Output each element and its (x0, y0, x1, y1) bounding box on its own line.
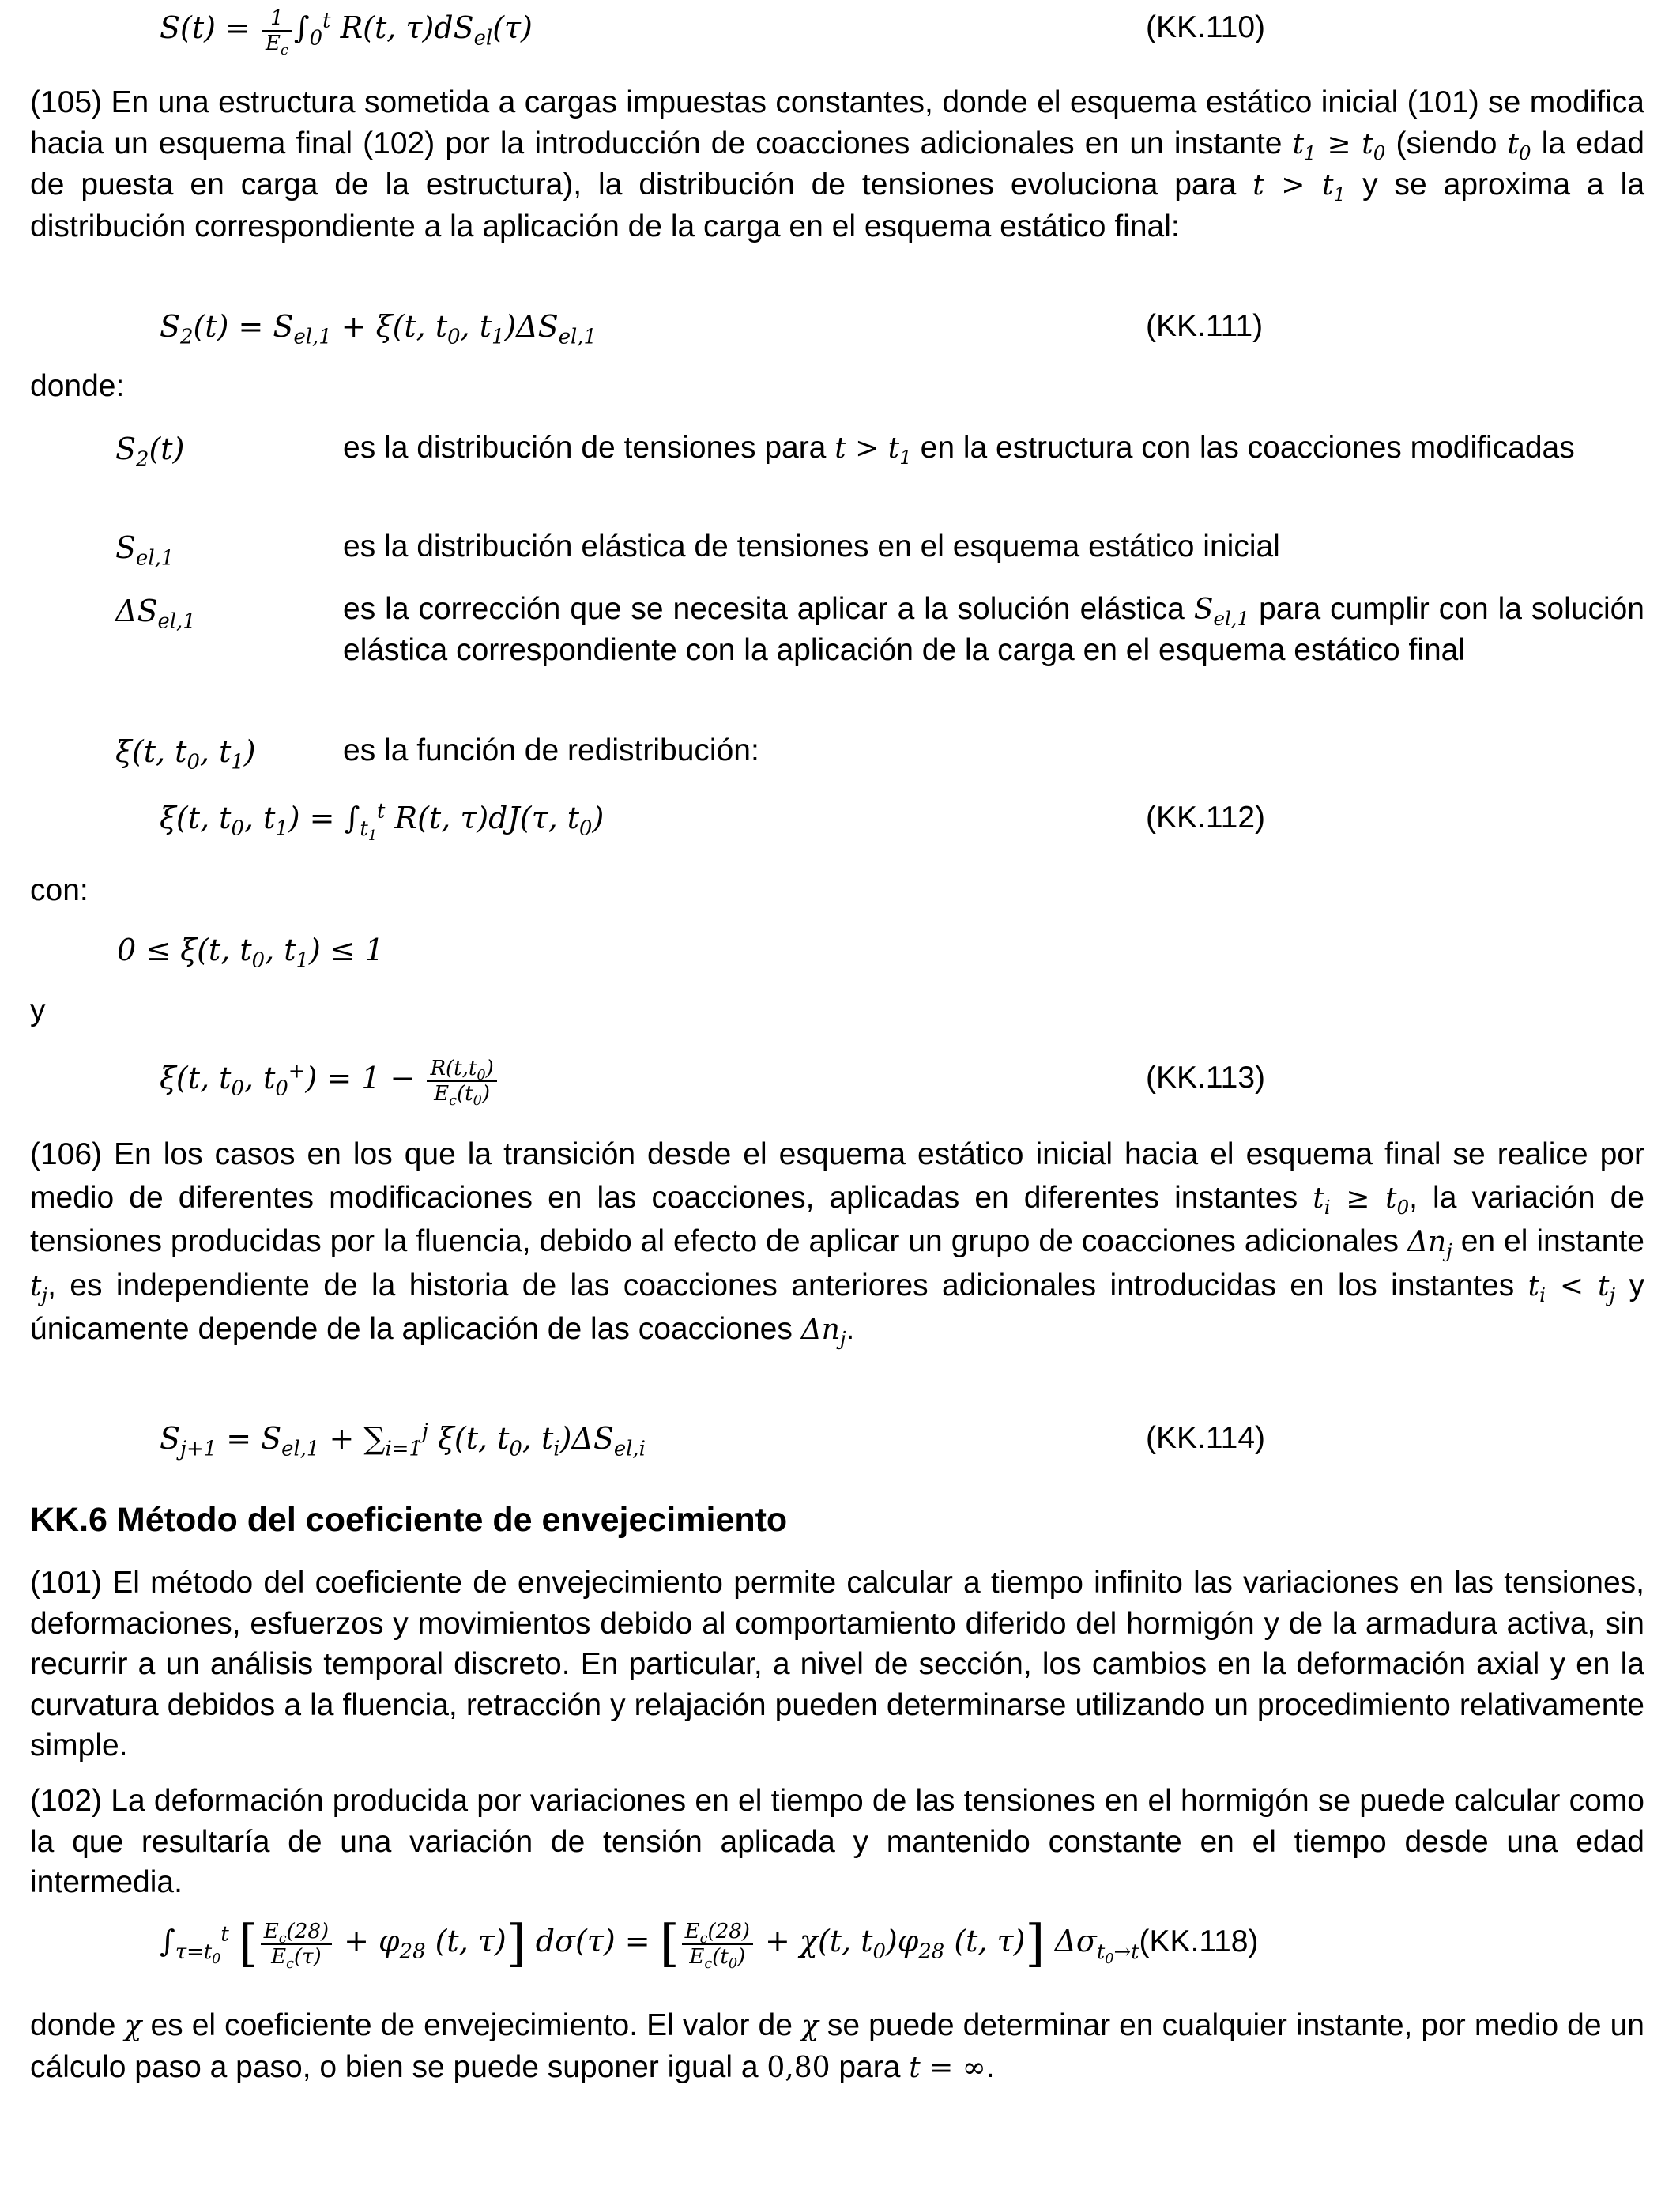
symbol-delta-sel1: $\Delta S_{el,1}$ (115, 594, 196, 634)
equation-kk112: ξ(t, $t_0$, $t_1) = \int_{t_1}^t$ R(t, τ)dJ(τ, $t_0$) (160, 799, 605, 844)
y-label: y (30, 993, 46, 1027)
paragraph-final: donde χ es el coeficiente de envejecimiento. El valor de χ se puede determinar en cualquier instante, por medio de un cálculo paso a paso, o bien se puede suponer igual a 0,80 para t = ∞. (30, 2008, 1644, 2084)
con-label: con: (30, 873, 89, 907)
symbol-xi: ξ(t, $t_0$, $t_1$) (115, 734, 256, 775)
section-heading: KK.6 Método del coeficiente de envejecimiento (30, 1501, 788, 1539)
symbol-s2: $S_2(t)$ (115, 432, 185, 472)
equation-kk114: $S_{j+1} = S_{el,1} + \sum_{i=1}^j$ ξ(t, $t_0$, $t_i)\Delta S_{el,i}$ (160, 1419, 646, 1461)
definition-sel1: es la distribución elástica de tensiones en el esquema estático inicial (343, 530, 1280, 564)
paragraph-102: (102) La deformación producida por variaciones en el tiempo de las tensiones en el hormigón se puede calcular como la que resultaría de una variación de tensión aplicada y mantenido constante en el tiempo desde una edad intermedia. (30, 1784, 1644, 1899)
equation-kk111: $S_2(t) = S_{el,1} + \xi(t$, $t_0$, $t_1)\Delta S_{el,1}$ (160, 309, 597, 349)
equation-number-kk112: (KK.112) (1146, 801, 1266, 835)
equation-kk110: S(t) = $\frac{1}{E_c}$ $\int_0^t$ R(t, $\tau)dS_{el}(\tau)$ (160, 6, 533, 58)
equation-number-kk114: (KK.114) (1146, 1421, 1266, 1455)
donde-label: donde: (30, 369, 125, 403)
paragraph-105: (105) En una estructura sometida a cargas impuestas constantes, donde el esquema estático inicial (101) se modifica hacia un esquema final (102) por la introducción de coacciones adicionales en un instante $t_1 \ge t_0$ (siendo $t_0$ la edad de puesta en carga de la estructura), la distribución de tensiones evoluciona para $t > t_1$ y se aproxima a la distribución correspondiente a la aplicación de la carga en el esquema estático final: (30, 85, 1645, 243)
definition-s2: es la distribución de tensiones para $t > t_1$ en la estructura con las coacciones modificadas (343, 431, 1575, 469)
paragraph-101: (101) El método del coeficiente de envejecimiento permite calcular a tiempo infinito las variaciones en las tensiones, deformaciones, esfuerzos y movimientos debido al comportamiento diferido del hormigón y de la armadura activa, sin recurrir a un análisis temporal discreto. En particular, a nivel de sección, los cambios en la deformación axial y en la curvatura debidos a la fluencia, retracción y relajación pueden determinarse utilizando un procedimiento relativamente simple. (30, 1566, 1644, 1762)
equation-kk118: $\int_{\tau=t_0}^t$ [ $\frac{E_c(28)}{E_c(\tau)}$ + $\varphi_{28}$ (t, τ)] dσ(τ) = [ $\frac{E_c(28)}{E_c(t_0)}$ + χ(t, $t_0)\varphi_{28}$ (t, τ)] $\Delta\sigma_{t_0\to t}(KK.118)$ (160, 1914, 1259, 1973)
equation-number-kk118: (KK.118) (1139, 1924, 1259, 1958)
equation-number-kk111: (KK.111) (1146, 309, 1264, 343)
definition-xi: es la función de redistribución: (343, 733, 759, 767)
definition-delta-sel1: es la corrección que se necesita aplicar a la solución elástica $S_{el,1}$ para cumplir con la solución elástica correspondiente con la aplicación de la carga en el esquema estático final (343, 592, 1644, 667)
equation-number-kk110: (KK.110) (1146, 10, 1266, 44)
symbol-sel1: $S_{el,1}$ (115, 530, 175, 571)
paragraph-106: (106) En los casos en los que la transición desde el esquema estático inicial hacia el esquema final se realice por medio de diferentes modificaciones en las coacciones, aplicadas en diferentes instantes $t_i \ge t_0$, la variación de tensiones producidas por la fluencia, debido al efecto de aplicar un grupo de coacciones adicionales $\Delta n_j$ en el instante $t_j$, es independiente de la historia de las coacciones anteriores adicionales introducidas en los instantes $t_i < t_j$ y únicamente depende de la aplicación de las coacciones $\Delta n_j$. (30, 1137, 1644, 1351)
equation-number-kk113: (KK.113) (1146, 1061, 1266, 1095)
equation-kk113: ξ(t, $t_0$, $t_0^+) = 1$ − $\frac{R(t,t_0)}{E_c(t_0)}$ (160, 1054, 499, 1106)
equation-xi-bounds: 0 ≤ ξ(t, $t_0$, $t_1) \le 1$ (117, 933, 384, 973)
